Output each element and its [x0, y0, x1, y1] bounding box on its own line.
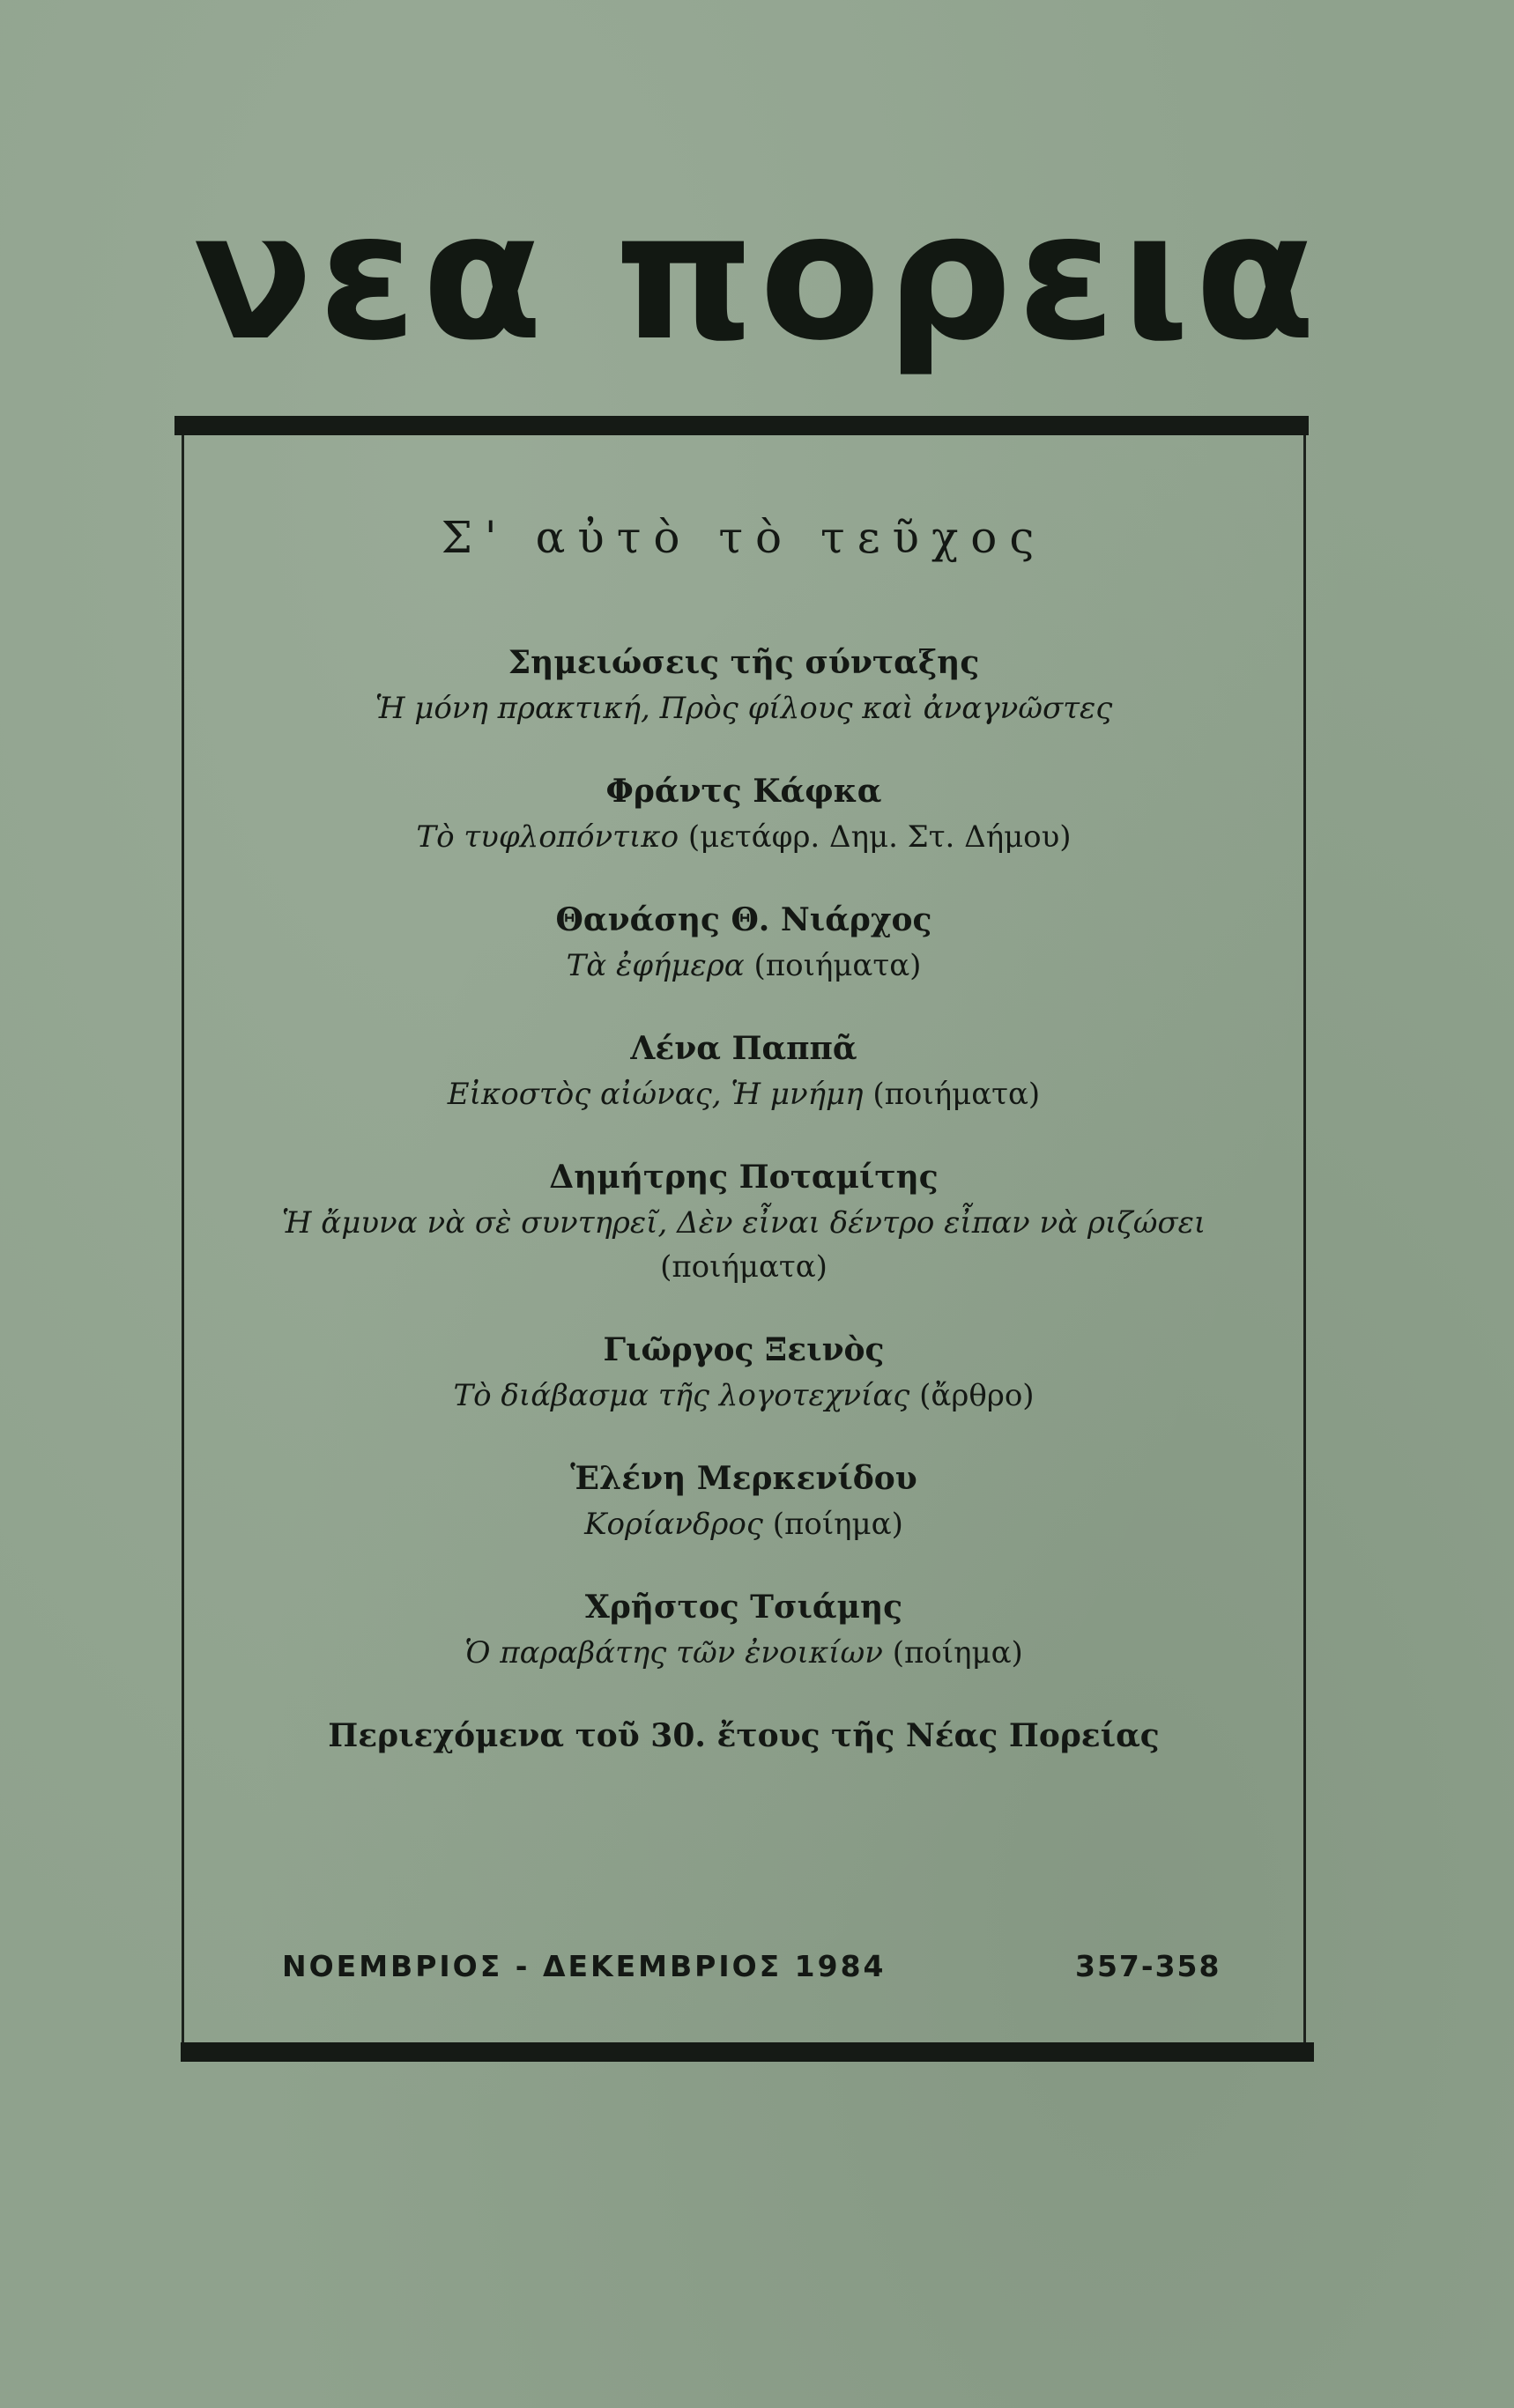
frame-right-line [1303, 435, 1306, 2042]
contents-entry [185, 1455, 1302, 1546]
entry-work [185, 686, 1302, 730]
entry-title: Ὁ παραβάτης τῶν ἐνοικίων [464, 1635, 883, 1671]
entry-title: Ἡ μόνη πρακτική, Πρὸς φίλους καὶ ἀναγνῶστες [375, 691, 1113, 726]
contents-heading: Σ' αὐτὸ τὸ τεῦχος [441, 512, 1047, 563]
top-rule [174, 416, 1309, 435]
entry-work [185, 1631, 1302, 1675]
contents-entry [185, 767, 1302, 859]
annual-index-note: Περιεχόμενα τοῦ 30. ἔτους τῆς Νέας Πορείας [328, 1717, 1160, 1754]
entry-title: Τὸ τυφλοπόντικο [416, 819, 679, 855]
entry-work [185, 815, 1302, 859]
entry-note: (ποιήματα) [753, 948, 922, 983]
entry-work [185, 1201, 1302, 1289]
entry-author: Γιῶργος Ξεινὸς [603, 1331, 885, 1368]
entry-title: Τὸ διάβασμα τῆς λογοτεχνίας [453, 1378, 910, 1413]
contents-entry [185, 639, 1302, 730]
entry-author: Χρῆστος Τσιάμης [584, 1589, 903, 1626]
entry-title: Εἰκοστὸς αἰώνας, Ἡ μνήμη [447, 1077, 864, 1112]
entry-work [185, 944, 1302, 988]
entry-author: Φράντς Κάφκα [605, 773, 882, 810]
contents-entry [185, 896, 1302, 988]
contents-entry [185, 1025, 1302, 1116]
entry-title: Ἡ ἄμυνα νὰ σὲ συντηρεῖ, Δὲν εἶναι δέντρο εἶπαν νὰ ριζώσει [281, 1205, 1206, 1241]
contents-entry [185, 1583, 1302, 1675]
entry-note: (μετάφρ. Δημ. Στ. Δήμου) [687, 819, 1072, 855]
entry-note: (ποίημα) [892, 1635, 1023, 1671]
magazine-title: νεα πορεια [192, 174, 1322, 380]
contents-entry [185, 1153, 1302, 1289]
issue-date: ΝΟΕΜΒΡΙΟΣ - ΔΕΚΕΜΒΡΙΟΣ 1984 [282, 1949, 887, 1983]
entry-title: Κορίανδρος [584, 1507, 763, 1542]
entry-note: (ποίημα) [772, 1507, 903, 1542]
table-of-contents [185, 507, 1302, 1760]
issue-number: 357-358 [1075, 1949, 1221, 1983]
entry-note: (ποιήματα) [872, 1077, 1041, 1112]
entry-note: (ἄρθρο) [919, 1378, 1035, 1413]
contents-entry [185, 1326, 1302, 1418]
entry-author: Δημήτρης Ποταμίτης [549, 1159, 939, 1196]
entry-author: Θανάσης Θ. Νιάρχος [555, 901, 932, 938]
entry-work [185, 1072, 1302, 1116]
entry-note: (ποιήματα) [660, 1249, 828, 1285]
frame-left-line [182, 435, 184, 2042]
entry-title: Τὰ ἐφήμερα [566, 948, 745, 983]
entry-author: Σημειώσεις τῆς σύνταξης [508, 644, 980, 681]
bottom-rule [181, 2042, 1314, 2062]
entry-author: Ἑλένη Μερκενίδου [570, 1460, 917, 1497]
entry-author: Λένα Παππᾶ [630, 1030, 857, 1067]
entry-work [185, 1374, 1302, 1418]
entry-work [185, 1502, 1302, 1546]
